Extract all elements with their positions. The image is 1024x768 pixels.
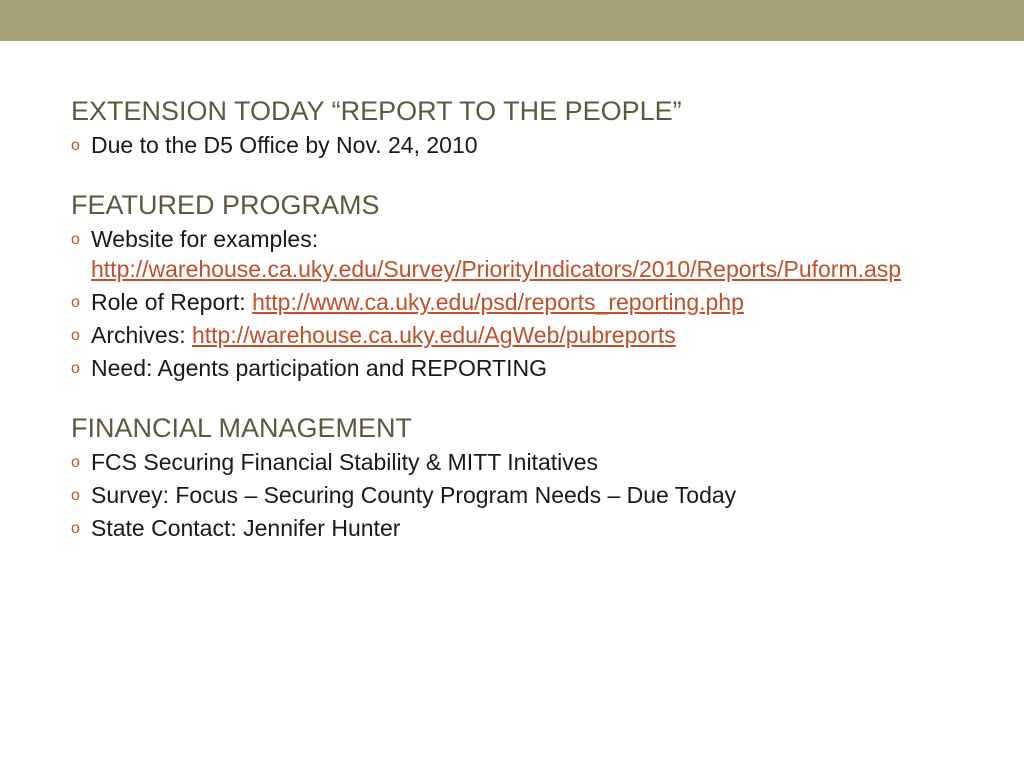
archives-link[interactable]: http://warehouse.ca.uky.edu/AgWeb/pubreports — [191, 322, 676, 348]
extension-today-list — [71, 130, 991, 160]
section-heading-financial-management: FINANCIAL MANAGEMENT — [71, 413, 413, 443]
bullet-text: Archives: — [91, 322, 192, 348]
list-item — [71, 513, 991, 543]
bullet-circle-icon: o — [71, 327, 80, 344]
list-item — [71, 287, 991, 317]
bullet-circle-icon: o — [71, 294, 80, 311]
section-heading-extension-today: EXTENSION TODAY “REPORT TO THE PEOPLE” — [71, 96, 682, 126]
bullet-circle-icon: o — [71, 520, 80, 537]
examples-website-link[interactable]: http://warehouse.ca.uky.edu/Survey/PriorityIndicators/2010/Reports/Puform.asp — [91, 256, 902, 282]
section-heading-featured-programs: FEATURED PROGRAMS — [71, 190, 380, 220]
slide-content — [71, 94, 991, 546]
bullet-circle-icon: o — [71, 231, 80, 248]
list-item — [71, 353, 991, 383]
list-item — [71, 224, 991, 284]
list-item — [71, 130, 991, 160]
list-item — [71, 320, 991, 350]
featured-programs-list — [71, 224, 991, 383]
role-of-report-link[interactable]: http://www.ca.uky.edu/psd/reports_reporting.php — [252, 289, 744, 315]
bullet-text: FCS Securing Financial Stability & MITT Initatives — [91, 449, 599, 475]
list-item — [71, 447, 991, 477]
bullet-text: Role of Report: — [91, 289, 253, 315]
bullet-text: Survey: Focus – Securing County Program Needs – Due Today — [91, 482, 737, 508]
bullet-text: State Contact: Jennifer Hunter — [91, 515, 401, 541]
bullet-circle-icon: o — [71, 360, 80, 377]
bullet-text: Due to the D5 Office by Nov. 24, 2010 — [91, 132, 478, 158]
list-item — [71, 480, 991, 510]
bullet-text: Need: Agents participation and REPORTING — [91, 355, 547, 381]
bullet-circle-icon: o — [71, 454, 80, 471]
top-accent-bar — [0, 0, 1024, 41]
bullet-circle-icon: o — [71, 137, 80, 154]
bullet-text: Website for examples: — [91, 226, 319, 252]
financial-management-list — [71, 447, 991, 543]
bullet-circle-icon: o — [71, 487, 80, 504]
